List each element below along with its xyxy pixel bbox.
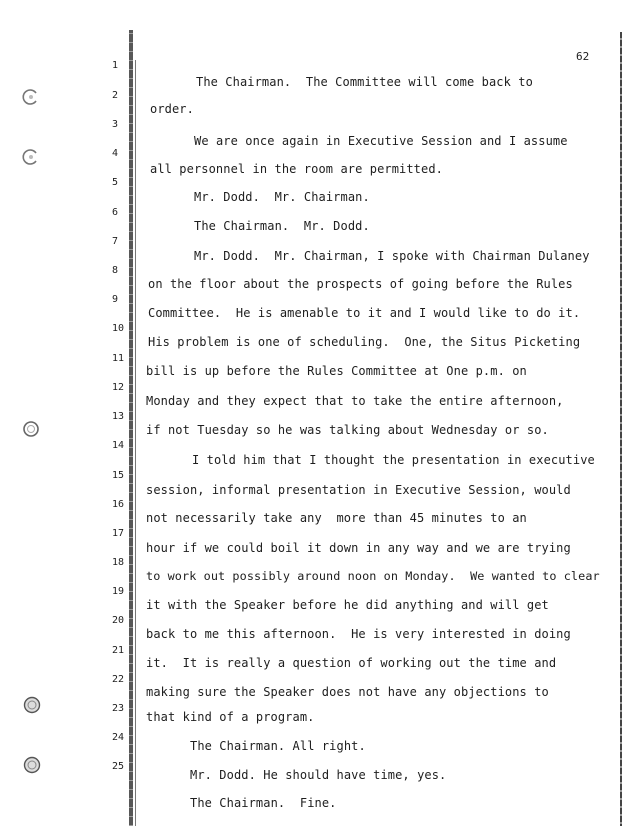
punch-hole-icon: [23, 696, 41, 714]
page-number: 62: [576, 50, 590, 63]
line-number: 8: [112, 265, 119, 276]
line-number: 5: [112, 177, 119, 188]
line-number: 11: [112, 353, 125, 364]
transcript-line: that kind of a program.: [146, 710, 315, 724]
line-number: 16: [112, 499, 125, 510]
transcript-line: Mr. Dodd. Mr. Chairman.: [194, 190, 370, 204]
line-number: 20: [112, 615, 125, 626]
punch-hole-icon: [23, 756, 41, 774]
line-number: 18: [112, 557, 125, 568]
transcript-line: on the floor about the prospects of going before the Rules: [148, 277, 573, 291]
right-margin-rule: [620, 32, 622, 826]
transcript-line: back to me this afternoon. He is very interested in doing: [146, 627, 571, 641]
transcript-line: The Chairman. The Committee will come back to: [196, 75, 533, 89]
transcript-line: Mr. Dodd. He should have time, yes.: [190, 768, 447, 782]
punch-hole-icon: [22, 88, 40, 106]
transcript-line: The Chairman. Fine.: [190, 796, 337, 810]
line-number: 10: [112, 323, 125, 334]
line-number: 14: [112, 440, 125, 451]
transcript-line: making sure the Speaker does not have any objections to: [146, 685, 549, 699]
transcript-line: all personnel in the room are permitted.: [150, 162, 443, 176]
line-number: 9: [112, 294, 119, 305]
transcript-line: it. It is really a question of working out the time and: [146, 656, 557, 670]
transcript-line: if not Tuesday so he was talking about Wednesday or so.: [146, 423, 549, 437]
transcript-line: it with the Speaker before he did anything and will get: [146, 598, 549, 612]
transcript-line: to work out possibly around noon on Monday. We wanted to clear: [146, 569, 600, 583]
line-number: 17: [112, 528, 125, 539]
line-number: 6: [112, 207, 119, 218]
line-number: 22: [112, 674, 125, 685]
line-number: 3: [112, 119, 119, 130]
punch-hole-icon: [22, 148, 40, 166]
transcript-line: Monday and they expect that to take the entire afternoon,: [146, 394, 564, 408]
line-number: 23: [112, 703, 125, 714]
transcript-line: bill is up before the Rules Committee at One p.m. on: [146, 364, 527, 378]
line-number: 25: [112, 761, 125, 772]
line-number: 1: [112, 60, 119, 71]
line-number: 2: [112, 90, 119, 101]
transcript-line: His problem is one of scheduling. One, the Situs Picketing: [148, 335, 581, 349]
transcript-line: Committee. He is amenable to it and I would like to do it.: [148, 306, 581, 320]
left-margin-rule: [129, 30, 133, 826]
punch-hole-icon: [22, 420, 40, 438]
transcript-line: We are once again in Executive Session and I assume: [194, 134, 568, 148]
line-number: 7: [112, 236, 119, 247]
transcript-line: The Chairman. All right.: [190, 739, 366, 753]
transcript-line: The Chairman. Mr. Dodd.: [194, 219, 370, 233]
line-number: 19: [112, 586, 125, 597]
line-number: 4: [112, 148, 119, 159]
line-number: 12: [112, 382, 125, 393]
transcript-line: I told him that I thought the presentation in executive: [192, 453, 595, 467]
line-number: 13: [112, 411, 125, 422]
transcript-line: session, informal presentation in Executive Session, would: [146, 483, 571, 497]
line-number: 15: [112, 470, 125, 481]
line-number: 21: [112, 645, 125, 656]
left-margin-thin-rule: [135, 60, 136, 826]
transcript-line: order.: [150, 102, 194, 116]
transcript-line: not necessarily take any more than 45 minutes to an: [146, 511, 527, 525]
line-number: 24: [112, 732, 125, 743]
transcript-line: hour if we could boil it down in any way and we are trying: [146, 541, 571, 555]
transcript-line: Mr. Dodd. Mr. Chairman, I spoke with Chairman Dulaney: [194, 249, 590, 263]
